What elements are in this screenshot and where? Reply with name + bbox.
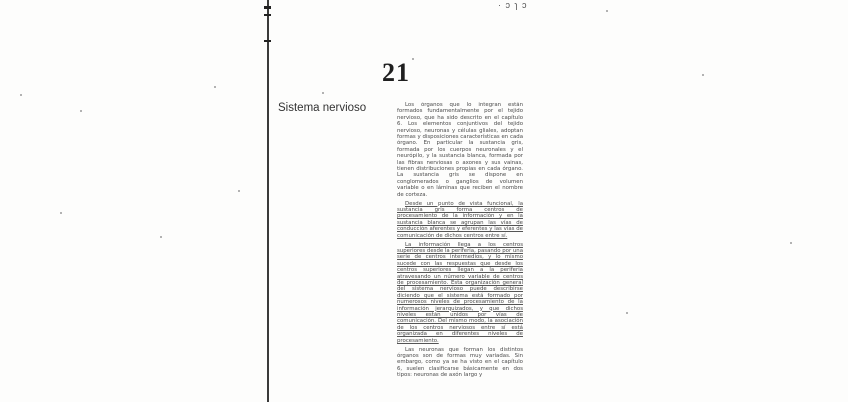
scan-speck (160, 236, 162, 238)
scan-speck (626, 312, 628, 314)
body-paragraph (397, 347, 523, 379)
scan-speck (606, 10, 608, 12)
scan-speck (20, 94, 22, 96)
chapter-body (397, 102, 523, 392)
scan-speck (790, 242, 792, 244)
scan-speck (214, 86, 216, 88)
paragraph-text: Los órganos que lo integran están formados fundamentalmente por el tejido nervioso, que ha sido descrito en el capítulo 6. Los elementos conjuntivos del tejido nervioso, neuronas y células gliales, adoptan formas y disposiciones características en cada órgano. En particular la sustancia gris, formada por los cuerpos neuronales y el neurópilo, y la sustancia blanca, formada por las fibras nerviosas o axones y sus vainas, tienen distribuciones propias en cada órgano. La sustancia gris se dispone en conglomerados o ganglios de volumen variable o en láminas que reciben el nombre de corteza. (397, 102, 523, 198)
scan-speck (412, 58, 414, 60)
scan-speck (238, 190, 240, 192)
binding-notch (264, 6, 271, 9)
body-paragraph (397, 201, 523, 239)
scan-speck (80, 110, 82, 112)
scan-speck (60, 212, 62, 214)
scan-speck (322, 92, 324, 94)
binding-notch (264, 40, 271, 42)
corner-mark: · ɔ ɿ ɔ (498, 0, 528, 10)
body-paragraph (397, 242, 523, 345)
body-paragraph (397, 102, 523, 198)
scan-speck (702, 74, 704, 76)
paragraph-text: La información llega a los centros superiores desde la periferia, pasando por una serie de centros intermedios, y lo mismo sucede con las respuestas que desde los centros superiores llegan a la periferia atravesando un número variable de centros de procesamiento. Esta organización general del sistema nervioso puede describirse diciendo que el sistema está formado por numerosos niveles de procesamiento de la información jerarquizados, y que dichos niveles están unidos por vías de comunicación. Del mismo modo, la asociación de los centros nerviosos entre sí está organizada en diferentes niveles de procesamiento. (397, 241, 523, 344)
chapter-number: 21 (382, 58, 410, 87)
binding-edge (267, 0, 269, 402)
chapter-title: Sistema nervioso (278, 102, 367, 114)
binding-notch (264, 14, 271, 16)
paragraph-text: Desde un punto de vista funcional, la sustancia gris forma centros de procesamiento de la información y en la sustancia blanca se agrupan las vías de conducción aferentes y eferentes y las vías de comunicación de dichos centros entre sí. (397, 200, 523, 239)
paragraph-text: Las neuronas que forman los distintos órganos son de formas muy variadas. Sin embargo, como ya se ha visto en el capítulo 6, suelen clasificarse básicamente en dos tipos: neuronas de axón largo y (397, 346, 523, 379)
